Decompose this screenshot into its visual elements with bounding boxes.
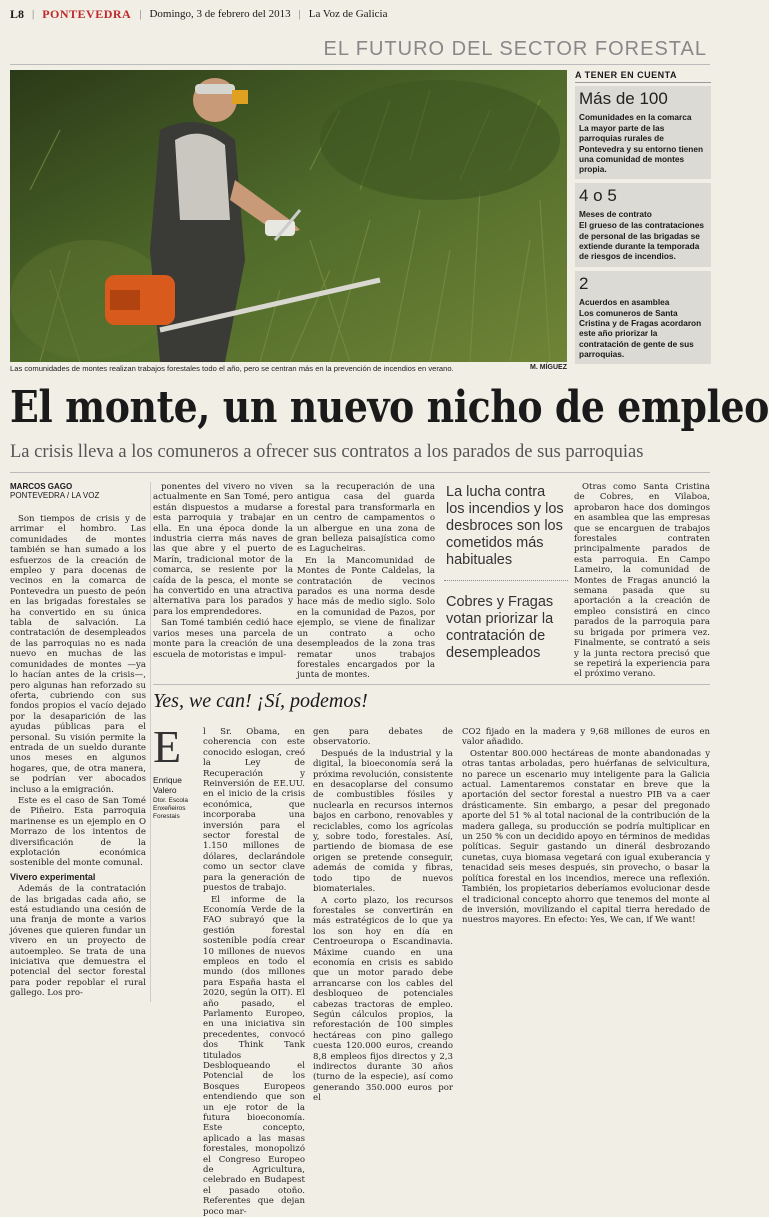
divider bbox=[153, 684, 710, 685]
fact-label: Acuerdos en asamblea bbox=[579, 297, 707, 307]
divider bbox=[10, 64, 710, 65]
fact-box bbox=[575, 183, 711, 266]
publication-date: Domingo, 3 de febrero del 2013 bbox=[149, 8, 290, 20]
paragraph: Además de la contratación de las brigadas cada año, se está estudiando una cesión de una franja de monte a varios jóvenes que quieren fundar un vivero en un proyecto de autoempleo. Se trata de una iniciativa que demuestra el potencial del sector forestal para poder repoblar el rural gallego. Los pro- bbox=[10, 884, 146, 998]
pull-quote: Cobres y Fragas votan priorizar la contratación de desempleados bbox=[446, 594, 566, 662]
fact-label: Comunidades en la comarca bbox=[579, 112, 707, 122]
forest-worker-photo bbox=[10, 70, 567, 362]
paragraph: Después de la industrial y la digital, la bioeconomía será la próxima revolución, consistente en desacoplarse del consumo de combustibles fósiles y nuclearla en recursos internos bajos en carbono, renovables y reciclables, como los agrícolas y, sobre todo, forestales. Así, partiendo de biomasa de ese origen se pretende conseguir, además de comida y fibras, todo tipo de nuevos biomateriales. bbox=[313, 749, 453, 895]
paragraph: Otras como Santa Cristina de Cobres, en Vilaboa, aprobaron hace dos domingos en asamblea que las empresas que se encarguen de trabajos forestales contraten principalmente parados de esta parroquia. En Campo Lameiro, la comunidad de Montes de Fragas anunció la semana pasada que su aportación a la creación de empleo consistirá en cinco parados de la parroquia para su brigada por primera vez. Finalmente, se contrató a seis y la junta rectora precisó que se repetirá la experiencia para el próximo verano. bbox=[574, 482, 710, 680]
headline: El monte, un nuevo nicho de empleo bbox=[10, 382, 612, 433]
sidebar-title: A TENER EN CUENTA bbox=[575, 70, 711, 83]
page-number: L8 bbox=[10, 7, 24, 22]
paragraph: Ostentar 800.000 hectáreas de monte abandonadas y otras tantas arboladas, pero huérfanas de selvicultura, no parece un escenario muy inteligente para la Galicia actual. Lamentaremos constatar en breve que la aportación del sector forestal a nuestro PIB va a caer drásticamente. Sin embargo, a pesar del pregonado aporte del 51 % al total nacional de la contribución de la madera gallega, su producción se podría multiplicar en un 250 % con un decidido apoyo en términos de medidas políticas. Seguir gastando un dinerál desbrozando cunetas, cuya biomasa vegetará con igual exuberancia y tenacidad seis meses después, sin provecho, o basar la política forestal en los incendios, merece una reflexión. También, los propietarios deberíamos evolucionar desde el tradicional concepto ahorro que tenemos del monte al de inversión, movilizando el capital tierra heredado de nuestros mayores. En efecto: Yes, We can, if We want! bbox=[462, 749, 710, 926]
paragraph: ponentes del vivero no viven actualmente en San Tomé, pero están dispuestos a mudarse a esta parroquia y trabajar en ella. En una época donde la industria cierra más naves de las que abre y el puerto de Marín, tradicional motor de la comarca, se resiente por la caída de la pesca, el monte se ha convertido en una atractiva alternativa para los parados y para los emprendedores. bbox=[153, 482, 293, 617]
byline bbox=[10, 482, 150, 500]
key-facts-sidebar bbox=[575, 70, 711, 368]
opinion-column-1 bbox=[203, 727, 305, 1005]
fact-figure: 4 o 5 bbox=[579, 186, 707, 206]
paragraph: El informe de la Economía Verde de la FAO subrayó que la gestión forestal sostenible podía crear 10 millones de nuevos empleos en todo el mundo (dos millones para España hasta el 2020, según la OIT). El año pasado, el Parlamento Europeo, en una iniciativa sin precedentes, convocó dos Think Tank titulados Desbloqueando el Potencial de los Bosques Europeos entendiendo que son un eje rotor de la futura bioeconomía. Este concepto, aplicado a las masas forestales, monopolizó el Congreso Europeo de Agricultura, celebrado en Budapest el pasado otoño. Referentes que dejan poco mar- bbox=[203, 895, 305, 1217]
column-rule bbox=[150, 482, 151, 1002]
fact-text: El grueso de las contrataciones de personal de las brigadas se extiende durante la temporada de riesgos de incendios. bbox=[579, 220, 707, 261]
photo-credit: M. MÍGUEZ bbox=[530, 364, 567, 373]
divider bbox=[444, 580, 568, 581]
fact-label: Meses de contrato bbox=[579, 209, 707, 219]
fact-text: La mayor parte de las parroquias rurales de Pontevedra y su entorno tienen una comunidad de montes propia. bbox=[579, 123, 707, 174]
paragraph: sa la recuperación de una antigua casa del guarda forestal para transformarla en un centro de campamentos o un albergue en una zona de gran belleza paisajística como es Lagucheiras. bbox=[297, 482, 435, 555]
page-header: L8 | PONTEVEDRA | Domingo, 3 de febrero del 2013 | La Voz de Galicia bbox=[10, 6, 710, 22]
newspaper-name: La Voz de Galicia bbox=[309, 8, 388, 20]
paragraph: San Tomé también cedió hace varios meses una parcela de monte para la creación de una escuela de motoristas e impul- bbox=[153, 618, 293, 660]
fact-text: Los comuneros de Santa Cristina y de Fragas acordaron este año priorizar la contratación de gente de sus parroquias. bbox=[579, 308, 707, 359]
opinion-column-3 bbox=[462, 727, 710, 1005]
author-role: Dtor. Escola Enxeñeiros Forestais bbox=[153, 797, 201, 821]
paragraph: CO2 fijado en la madera y 9,68 millones de euros en valor añadido. bbox=[462, 727, 710, 748]
opinion-column-2 bbox=[313, 727, 453, 1005]
article-column-1 bbox=[10, 514, 146, 1004]
author-name: MARCOS GAGO bbox=[10, 482, 150, 491]
section-kicker: EL FUTURO DEL SECTOR FORESTAL bbox=[323, 38, 707, 61]
paragraph: Este es el caso de San Tomé de Piñeiro. Esta parroquia marinense es un ejemplo en O Morrazo de los intentos de diversificación de la explotación económica sostenible del monte comunal. bbox=[10, 796, 146, 869]
paragraph: A corto plazo, los recursos forestales se convertirán en más estratégicos de lo que ya los son hoy en día en Centroeuropa o Escandinavia. Máxime cuando en una economía en crisis es sabido que un motor parado debe arrancarse con los cables del desbloqueo de potenciales cabezas tractoras de empleo. Según cálculos propios, la reforestación de 100 simples hectáreas con pino gallego cuesta 120.000 euros, creando 8,8 empleos fijos directos y 2,3 indirectos durante 30 años (turno de la especie), así como generando 350.000 euros por el bbox=[313, 896, 453, 1104]
author-name: Enrique Valero bbox=[153, 775, 201, 795]
opinion-author bbox=[153, 775, 201, 821]
article-column-3 bbox=[297, 482, 435, 682]
subheading: Vivero experimental bbox=[10, 872, 146, 882]
subheadline: La crisis lleva a los comuneros a ofrecer sus contratos a los parados de sus parroquias bbox=[10, 442, 710, 463]
photo-caption bbox=[10, 364, 567, 373]
divider bbox=[10, 472, 710, 473]
paragraph: l Sr. Obama, en coherencia con este conocido eslogan, creó la Ley de Recuperación y Reinversión de EE.UU. en el inicio de la crisis económica, que incorporaba una inversión para el sector forestal de 1.150 millones de dólares, declarándole como un sector clave para la generación de puestos de trabajo. bbox=[203, 727, 305, 894]
caption-text: Las comunidades de montes realizan trabajos forestales todo el año, pero se centran más en la prevención de incendios en verano. bbox=[10, 364, 454, 373]
fact-figure: 2 bbox=[579, 274, 707, 294]
article-column-2 bbox=[153, 482, 293, 682]
pull-quote: La lucha contra los incendios y los desbroces son los cometidos más habituales bbox=[446, 484, 566, 569]
paragraph: gen para debates de observatorio. bbox=[313, 727, 453, 748]
fact-box bbox=[575, 86, 711, 179]
article-column-5 bbox=[574, 482, 710, 682]
byline-place: PONTEVEDRA / LA VOZ bbox=[10, 491, 150, 500]
fact-figure: Más de 100 bbox=[579, 89, 707, 109]
section-name: PONTEVEDRA bbox=[42, 7, 131, 22]
opinion-title: Yes, we can! ¡Sí, podemos! bbox=[153, 690, 368, 713]
paragraph: Son tiempos de crisis y de arrimar el hombro. Las comunidades de montes también se han sumado a los esfuerzos de la creación de empleo y para docenas de vecinos en la comarca de Pontevedra un puesto de peón en las brigadas forestales se ha convertido en su única tabla de salvación. La contratación de desempleados de las parroquias no es nada nuevo en muchas de las comunidades de montes —ya lo hacían antes de la crisis—, pero algunas han reforzado su oferta, cubriendo con sus fondos propios el vacío dejado por la desaparición de las ayudas públicas para el personal. Su visión permite la entrada de un sueldo durante unos meses en algunos hogares, que, de otra manera, se podrían ver abocados incluso a la emigración. bbox=[10, 514, 146, 795]
drop-cap: E bbox=[153, 727, 193, 767]
fact-box bbox=[575, 271, 711, 364]
paragraph: En la Mancomunidad de Montes de Ponte Caldelas, la contratación de vecinos parados es una norma desde hace más de medio siglo. Solo en la comunidad de Pazos, por ejemplo, se viene de finalizar un contrato a ocho desempleados de la zona tras rematar unos trabajos forestales encargados por la junta de montes. bbox=[297, 556, 435, 681]
